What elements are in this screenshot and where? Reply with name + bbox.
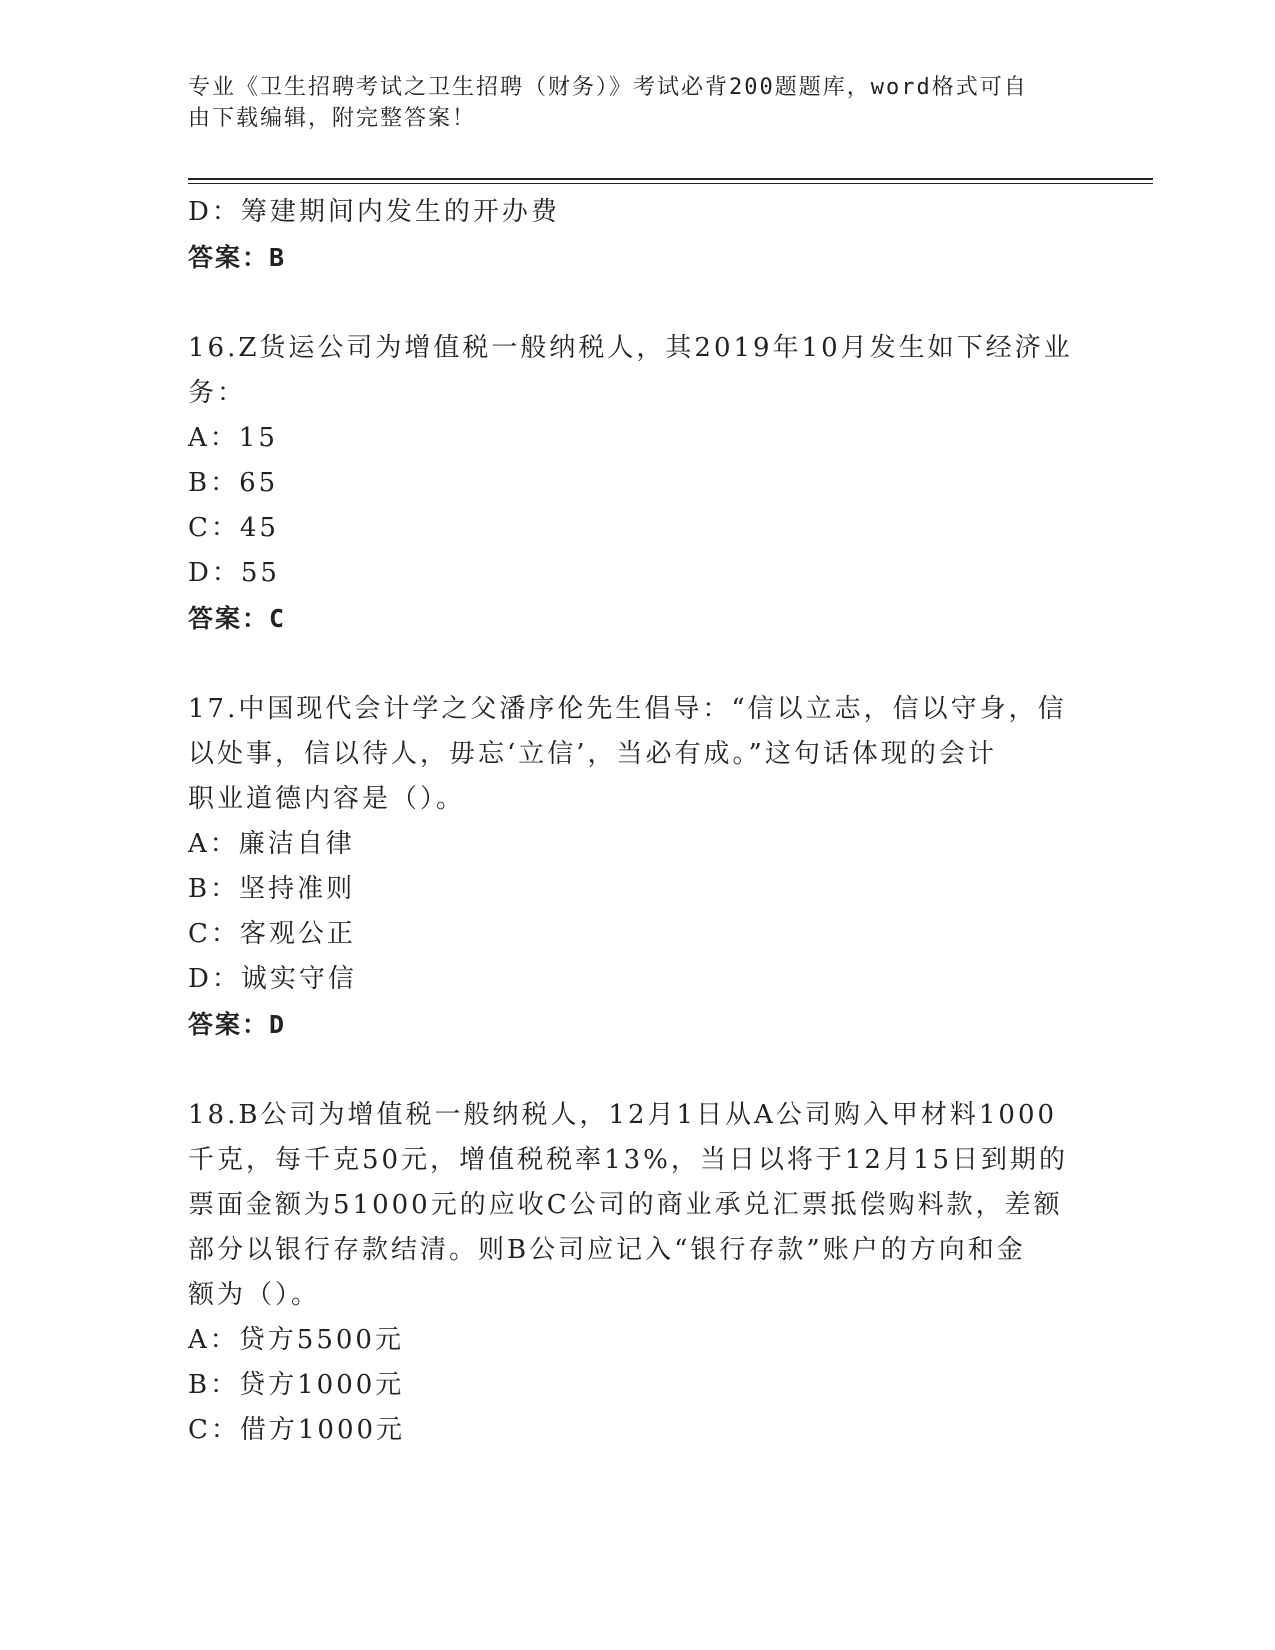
continued-answer: 答案：B [188, 243, 287, 272]
question-stem [188, 326, 1073, 416]
stem-line: 票面金额为51000元的应收C公司的商业承兑汇票抵偿购料款，差额 [188, 1190, 1063, 1220]
stem-line: 17.中国现代会计学之父潘序伦先生倡导：“信以立志，信以守身，信 [188, 694, 1067, 724]
option-a: A：15 [188, 423, 278, 453]
stem-line: 部分以银行存款结清。则B公司应记入“银行存款”账户的方向和金 [188, 1235, 1026, 1265]
stem-line: 千克，每千克50元，增值税税率13%，当日以将于12月15日到期的 [188, 1145, 1069, 1175]
header-divider-thick [188, 178, 1153, 180]
stem-line: 16.Z货运公司为增值税一般纳税人，其2019年10月发生如下经济业 [188, 333, 1073, 363]
option-d: D：55 [188, 558, 280, 588]
option-b: B：65 [188, 468, 279, 498]
document-body [188, 190, 1073, 1453]
answer: 答案：C [188, 604, 287, 633]
question-16 [188, 326, 1073, 641]
stem-line: 职业道德内容是（）。 [188, 784, 466, 814]
document-header [188, 72, 1068, 134]
answer: 答案：D [188, 1010, 287, 1039]
stem-line: 18.B公司为增值税一般纳税人，12月1日从A公司购入甲材料1000 [188, 1100, 1058, 1130]
header-divider-thin [188, 183, 1153, 184]
stem-line: 以处事，信以待人，毋忘‘立信’，当必有成。”这句话体现的会计 [188, 739, 997, 769]
option-d: D：诚实守信 [188, 964, 357, 994]
question-stem [188, 1093, 1068, 1318]
question-18 [188, 1093, 1068, 1453]
option-b: B：贷方1000元 [188, 1370, 405, 1400]
question-stem [188, 687, 1068, 822]
option-a: A：贷方5500元 [188, 1325, 404, 1355]
option-c: C：45 [188, 513, 279, 543]
question-17 [188, 687, 1068, 1047]
continued-option-d: D：筹建期间内发生的开办费 [188, 197, 560, 227]
header-line-2: 由下载编辑，附完整答案！ [188, 106, 477, 131]
option-a: A：廉洁自律 [188, 829, 355, 859]
option-b: B：坚持准则 [188, 874, 356, 904]
stem-line: 额为（）。 [188, 1280, 321, 1310]
option-c: C：借方1000元 [188, 1415, 406, 1445]
header-line-1: 专业《卫生招聘考试之卫生招聘（财务）》考试必背200题题库，word格式可自 [188, 75, 1028, 100]
stem-line: 务： [188, 378, 247, 408]
option-c: C：客观公正 [188, 919, 356, 949]
